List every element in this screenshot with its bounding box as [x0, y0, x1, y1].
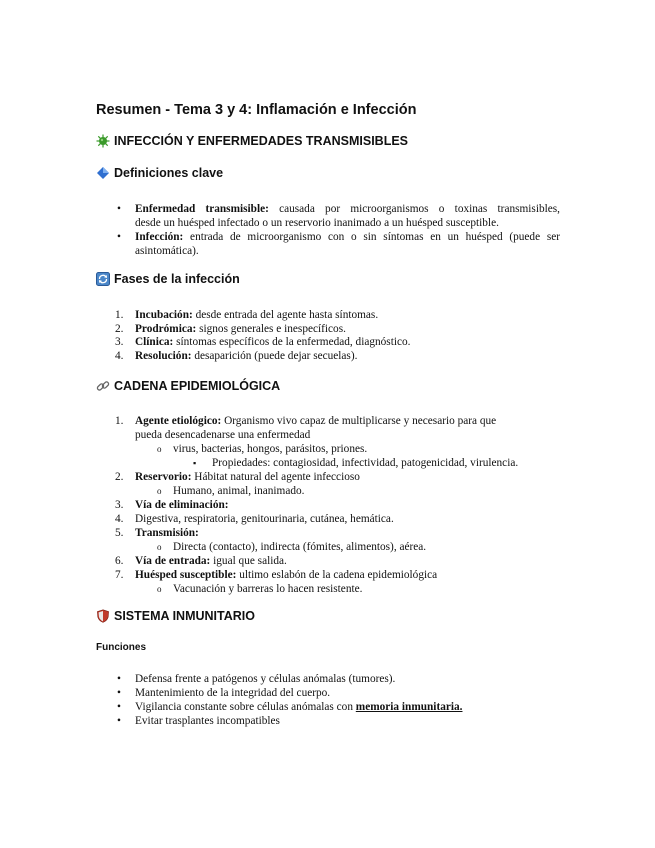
- circle-marker: o: [157, 542, 162, 552]
- term: Vía de eliminación:: [135, 499, 229, 511]
- bullet-marker: •: [117, 673, 121, 685]
- definition-text: causada por microorganismos o toxinas transmisibles,: [268, 203, 560, 215]
- list-item: [135, 555, 287, 569]
- sub-list-item: Vacunación y barreras lo hacen resistente.: [173, 583, 363, 595]
- subsection-heading-fases: [96, 272, 240, 286]
- list-item: [135, 499, 229, 513]
- list-number: 2.: [115, 323, 124, 335]
- list-item: [135, 336, 410, 350]
- list-number: 4.: [115, 350, 124, 362]
- term: Huésped susceptible:: [135, 569, 237, 581]
- item-text: Hábitat natural del agente infeccioso: [191, 471, 360, 483]
- list-item: [135, 569, 437, 583]
- list-number: 1.: [115, 309, 124, 321]
- term: Vía de entrada:: [135, 555, 211, 567]
- item-text: Organismo vivo capaz de multiplicarse y necesario para que: [221, 415, 497, 427]
- item-text: signos generales e inespecíficos.: [196, 323, 346, 335]
- term: Resolución:: [135, 350, 192, 362]
- list-number: 3.: [115, 499, 124, 511]
- list-item: Evitar trasplantes incompatibles: [135, 715, 280, 727]
- list-item: [135, 415, 496, 429]
- circle-marker: o: [157, 444, 162, 454]
- term: Agente etiológico:: [135, 415, 222, 427]
- list-item-continued: asintomática).: [135, 245, 199, 257]
- memoria-inmunitaria-link[interactable]: memoria inmunitaria.: [355, 701, 463, 713]
- section-heading-cadena: [96, 379, 280, 393]
- section-heading-label: CADENA EPIDEMIOLÓGICA: [114, 379, 281, 393]
- subsection-heading-label: Definiciones clave: [114, 166, 224, 180]
- bullet-marker: •: [117, 203, 121, 215]
- term: Prodrómica:: [135, 323, 197, 335]
- bullet-marker: •: [117, 231, 121, 243]
- list-number: 7.: [115, 569, 124, 581]
- bullet-marker: •: [117, 701, 121, 713]
- list-item: [135, 701, 462, 715]
- list-item: [135, 231, 560, 245]
- list-item-continued: desde un huésped infectado o un reservorio inanimado a un huésped susceptible.: [135, 217, 499, 229]
- page-title: Resumen - Tema 3 y 4: Inflamación e Infección: [96, 102, 417, 118]
- item-text: desde entrada del agente hasta síntomas.: [192, 309, 379, 321]
- list-item: [135, 323, 346, 337]
- list-item: [135, 203, 560, 217]
- list-item: [135, 527, 199, 541]
- list-item: [135, 309, 378, 323]
- circle-marker: o: [157, 584, 162, 594]
- item-text: Vigilancia constante sobre células anómalas con: [135, 701, 356, 713]
- term: Transmisión:: [135, 527, 199, 539]
- list-item: [135, 471, 360, 485]
- term: Incubación:: [135, 309, 193, 321]
- item-text: desaparición (puede dejar secuelas).: [191, 350, 358, 362]
- shield-icon: [96, 609, 110, 623]
- term: Reservorio:: [135, 471, 192, 483]
- refresh-icon: [96, 272, 110, 286]
- list-number: 3.: [115, 336, 124, 348]
- sub-list-item: Directa (contacto), indirecta (fómites, alimentos), aérea.: [173, 541, 427, 553]
- term: Infección:: [135, 231, 184, 243]
- section-heading-label: SISTEMA INMUNITARIO: [114, 609, 255, 623]
- list-item: Defensa frente a patógenos y células anómalas (tumores).: [135, 673, 396, 685]
- subsection-heading-definiciones: [96, 166, 223, 180]
- term: Clínica:: [135, 336, 174, 348]
- item-text: ultimo eslabón de la cadena epidemiológica: [236, 569, 438, 581]
- list-item-continued: pueda desencadenarse una enfermedad: [135, 429, 311, 441]
- definition-text: entrada de microorganismo con o sin síntomas en un huésped (puede ser: [183, 231, 560, 243]
- virus-icon: [96, 134, 110, 148]
- list-item: [135, 350, 357, 364]
- link-icon: [96, 379, 110, 393]
- list-number: 2.: [115, 471, 124, 483]
- term: Enfermedad transmisible:: [135, 203, 269, 215]
- sub-list-item: Humano, animal, inanimado.: [173, 485, 305, 497]
- list-number: 6.: [115, 555, 124, 567]
- list-number: 4.: [115, 513, 124, 525]
- bullet-marker: •: [117, 687, 121, 699]
- list-item: [135, 513, 394, 527]
- list-item: Mantenimiento de la integridad del cuerpo.: [135, 687, 331, 699]
- sub-sub-list-item: Propiedades: contagiosidad, infectividad, patogenicidad, virulencia.: [212, 457, 519, 469]
- square-marker: ▪: [193, 458, 197, 468]
- item-text: igual que salida.: [210, 555, 287, 567]
- bullet-marker: •: [117, 715, 121, 727]
- section-heading-inmunitario: [96, 609, 255, 623]
- circle-marker: o: [157, 486, 162, 496]
- subsection-heading-funciones: Funciones: [96, 642, 147, 653]
- diamond-icon: [96, 166, 110, 180]
- list-number: 5.: [115, 527, 124, 539]
- item-text: síntomas específicos de la enfermedad, diagnóstico.: [173, 336, 411, 348]
- sub-list-item: virus, bacterias, hongos, parásitos, priones.: [173, 443, 368, 455]
- list-number: 1.: [115, 415, 124, 427]
- subsection-heading-label: Fases de la infección: [114, 272, 240, 286]
- section-heading-infeccion: [96, 134, 408, 148]
- section-heading-label: INFECCIÓN Y ENFERMEDADES TRANSMISIBLES: [114, 134, 409, 148]
- item-text: Digestiva, respiratoria, genitourinaria, cutánea, hemática.: [135, 513, 394, 525]
